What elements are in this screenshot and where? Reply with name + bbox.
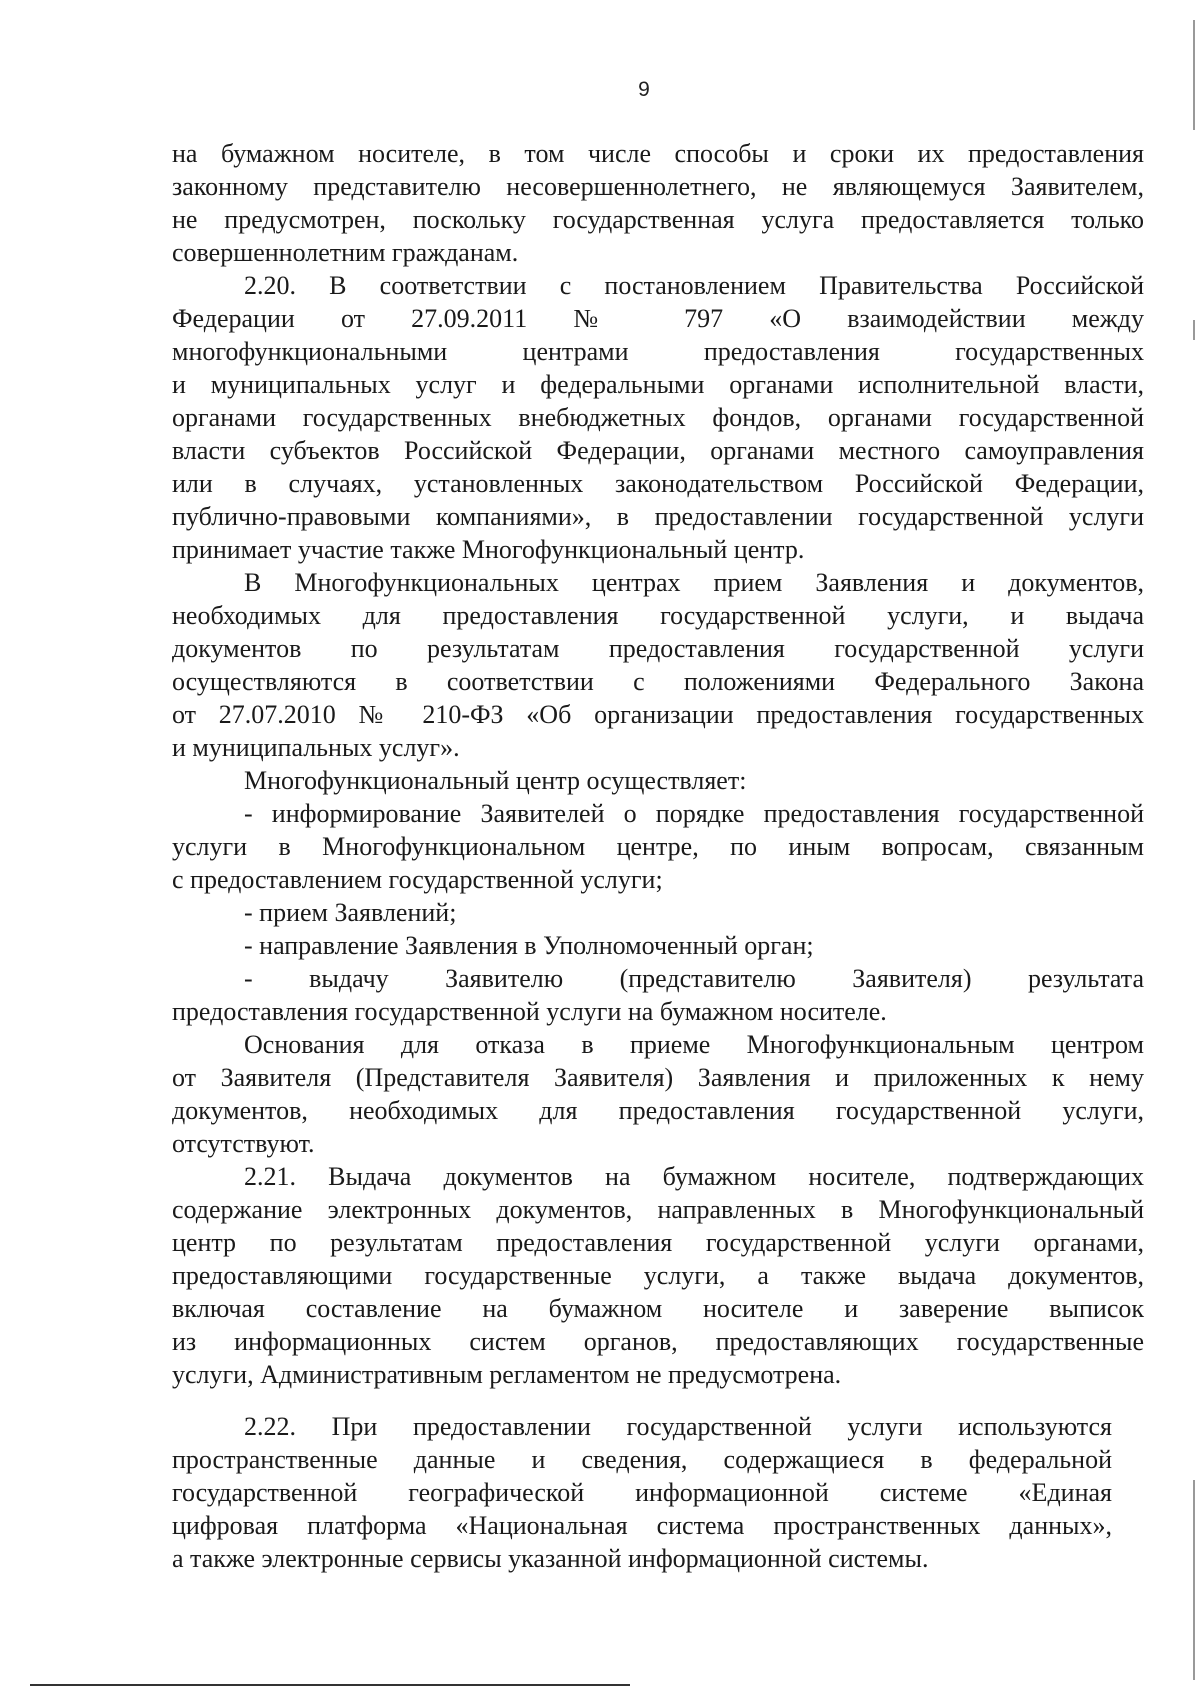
text-line: органами государственных внебюджетных фондов, органами государственной (172, 403, 1144, 432)
scan-edge-mark (1193, 20, 1195, 130)
text-line: Федерации от 27.09.2011 № 797 «О взаимодействии между (172, 304, 1144, 333)
text-line: отсутствуют. (172, 1129, 315, 1158)
text-line: от Заявителя (Представителя Заявителя) Заявления и приложенных к нему (172, 1063, 1144, 1092)
paragraph-2-20-start: 2.20. В соответствии с постановлением Правительства Российской (244, 271, 1144, 300)
text-line: документов по результатам предоставления государственной услуги (172, 634, 1144, 663)
main-text-block (172, 137, 1144, 1391)
text-line: и муниципальных услуг». (172, 733, 460, 762)
list-item-reception: - прием Заявлений; (244, 898, 457, 927)
list-item-informing: - информирование Заявителей о порядке предоставления государственной (244, 799, 1144, 828)
text-line: осуществляются в соответствии с положениями Федерального Закона (172, 667, 1144, 696)
text-line: и муниципальных услуг и федеральными органами исполнительной власти, (172, 370, 1144, 399)
text-line: власти субъектов Российской Федерации, органами местного самоуправления (172, 436, 1144, 465)
text-line: а также электронные сервисы указанной информационной системы. (172, 1544, 929, 1573)
text-line: содержание электронных документов, направленных в Многофункциональный (172, 1195, 1144, 1224)
page-number: 9 (638, 78, 650, 101)
text-line: необходимых для предоставления государственной услуги, и выдача (172, 601, 1144, 630)
paragraph-refusal-start: Основания для отказа в приеме Многофункциональным центром (244, 1030, 1144, 1059)
text-line: многофункциональными центрами предоставления государственных (172, 337, 1144, 366)
text-line: предоставляющими государственные услуги, а также выдача документов, (172, 1261, 1144, 1290)
text-line: законному представителю несовершеннолетнего, не являющемуся Заявителем, (172, 172, 1144, 201)
text-line: предоставления государственной услуги на бумажном носителе. (172, 997, 887, 1026)
text-line: на бумажном носителе, в том числе способы и сроки их предоставления (172, 139, 1144, 168)
text-line: публично-правовыми компаниями», в предоставлении государственной услуги (172, 502, 1144, 531)
text-line: услуги, Административным регламентом не предусмотрена. (172, 1360, 842, 1389)
paragraph-2-22-block (172, 1410, 1112, 1575)
text-line: пространственные данные и сведения, содержащиеся в федеральной (172, 1445, 1112, 1474)
mfc-functions-heading: Многофункциональный центр осуществляет: (244, 766, 747, 795)
text-line: не предусмотрен, поскольку государственная услуга предоставляется только (172, 205, 1144, 234)
text-line: совершеннолетним гражданам. (172, 238, 519, 267)
text-line: принимает участие также Многофункциональный центр. (172, 535, 805, 564)
footer-rule (30, 1684, 630, 1686)
list-item-issuance: - выдачу Заявителю (представителю Заявителя) результата (244, 964, 1144, 993)
paragraph-2-22-start: 2.22. При предоставлении государственной услуги используются (244, 1412, 1112, 1441)
text-line: услуги в Многофункциональном центре, по иным вопросам, связанным (172, 832, 1144, 861)
text-line: документов, необходимых для предоставления государственной услуги, (172, 1096, 1144, 1125)
text-line: центр по результатам предоставления государственной услуги органами, (172, 1228, 1144, 1257)
scan-edge-mark (1193, 1480, 1195, 1680)
text-line: с предоставлением государственной услуги; (172, 865, 663, 894)
text-line: из информационных систем органов, предоставляющих государственные (172, 1327, 1144, 1356)
text-line: от 27.07.2010 № 210-ФЗ «Об организации предоставления государственных (172, 700, 1144, 729)
text-line: или в случаях, установленных законодательством Российской Федерации, (172, 469, 1144, 498)
list-item-forwarding: - направление Заявления в Уполномоченный орган; (244, 931, 814, 960)
text-line: включая составление на бумажном носителе и заверение выписок (172, 1294, 1144, 1323)
scan-edge-mark (1193, 320, 1195, 340)
text-line: государственной географической информационной системе «Единая (172, 1478, 1112, 1507)
paragraph-mfc-start: В Многофункциональных центрах прием Заявления и документов, (244, 568, 1144, 597)
text-line: цифровая платформа «Национальная система пространственных данных», (172, 1511, 1112, 1540)
paragraph-2-21-start: 2.21. Выдача документов на бумажном носителе, подтверждающих (244, 1162, 1144, 1191)
